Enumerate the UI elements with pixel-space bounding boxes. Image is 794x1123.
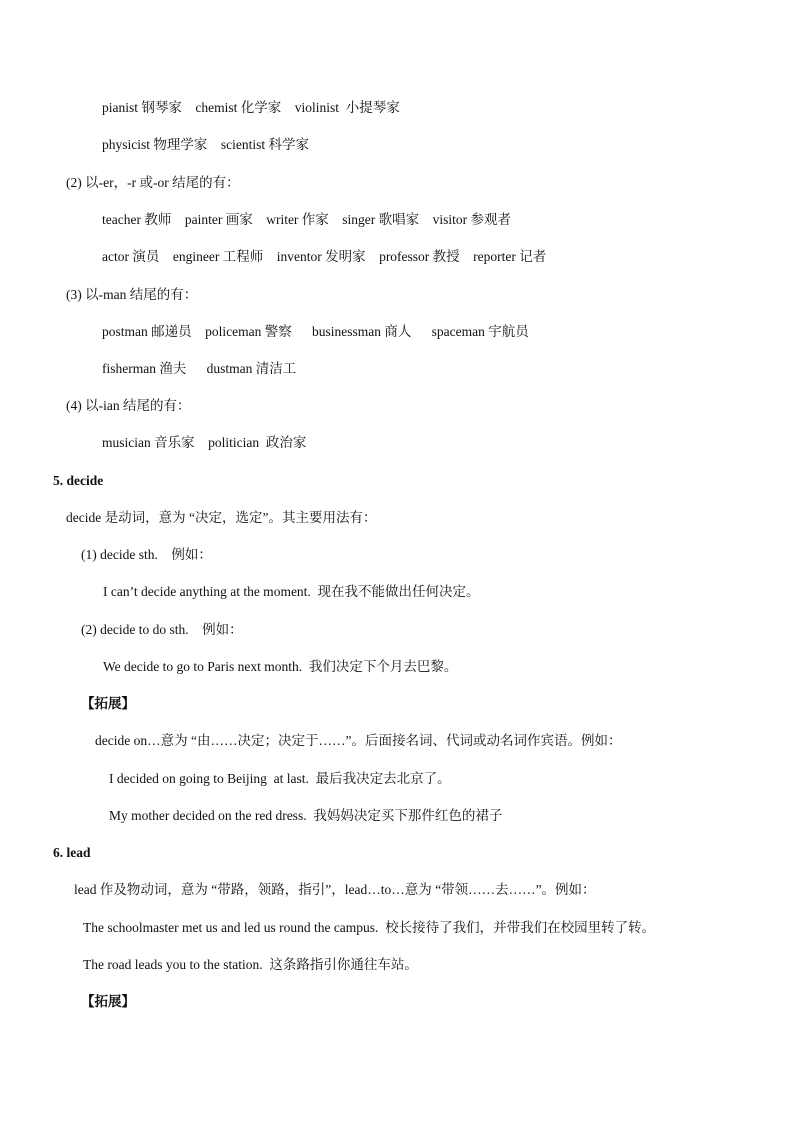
example-sentence: My mother decided on the red dress. 我妈妈决定买下那件红色的裙子 [109, 808, 503, 823]
subheading: (3) 以-man 结尾的有： [66, 287, 198, 302]
extension-label: 【拓展】 [81, 696, 135, 711]
subheading: (2) 以-er，-r 或-or 结尾的有： [66, 175, 240, 190]
paragraph: lead 作及物动词，意为 “带路，领路，指引”，lead…to…意为 “带领……去……”。例如： [74, 882, 596, 897]
list-item: teacher 教师 painter 画家 writer 作家 singer 歌唱家 visitor 参观者 [102, 212, 512, 227]
example-sentence: The road leads you to the station. 这条路指引你通往车站。 [83, 957, 418, 972]
example-sentence: We decide to go to Paris next month. 我们决定下个月去巴黎。 [103, 659, 458, 674]
usage-heading: (1) decide sth. 例如： [81, 547, 212, 562]
list-item: pianist 钢琴家 chemist 化学家 violinist 小提琴家 [102, 100, 400, 115]
section-heading: 5. decide [53, 473, 104, 488]
usage-heading: (2) decide to do sth. 例如： [81, 622, 243, 637]
list-item: fisherman 渔夫 dustman 清洁工 [102, 361, 297, 376]
example-sentence: I can’t decide anything at the moment. 现在我不能做出任何决定。 [103, 584, 480, 599]
list-item: actor 演员 engineer 工程师 inventor 发明家 professor 教授 reporter 记者 [102, 249, 547, 264]
paragraph: decide 是动词，意为 “决定，选定”。其主要用法有： [66, 510, 377, 525]
section-heading: 6. lead [53, 845, 91, 860]
extension-label: 【拓展】 [81, 994, 135, 1009]
list-item: musician 音乐家 politician 政治家 [102, 435, 307, 450]
subheading: (4) 以-ian 结尾的有： [66, 398, 191, 413]
list-item: physicist 物理学家 scientist 科学家 [102, 137, 309, 152]
example-sentence: The schoolmaster met us and led us round the campus. 校长接待了我们，并带我们在校园里转了转。 [83, 920, 656, 935]
example-sentence: I decided on going to Beijing at last. 最后我决定去北京了。 [109, 771, 451, 786]
paragraph: decide on…意为 “由……决定；决定于……”。后面接名词、代词或动名词作宾语。例如： [95, 733, 622, 748]
list-item: postman 邮递员 policeman 警察 businessman 商人 spaceman 宇航员 [102, 324, 529, 339]
